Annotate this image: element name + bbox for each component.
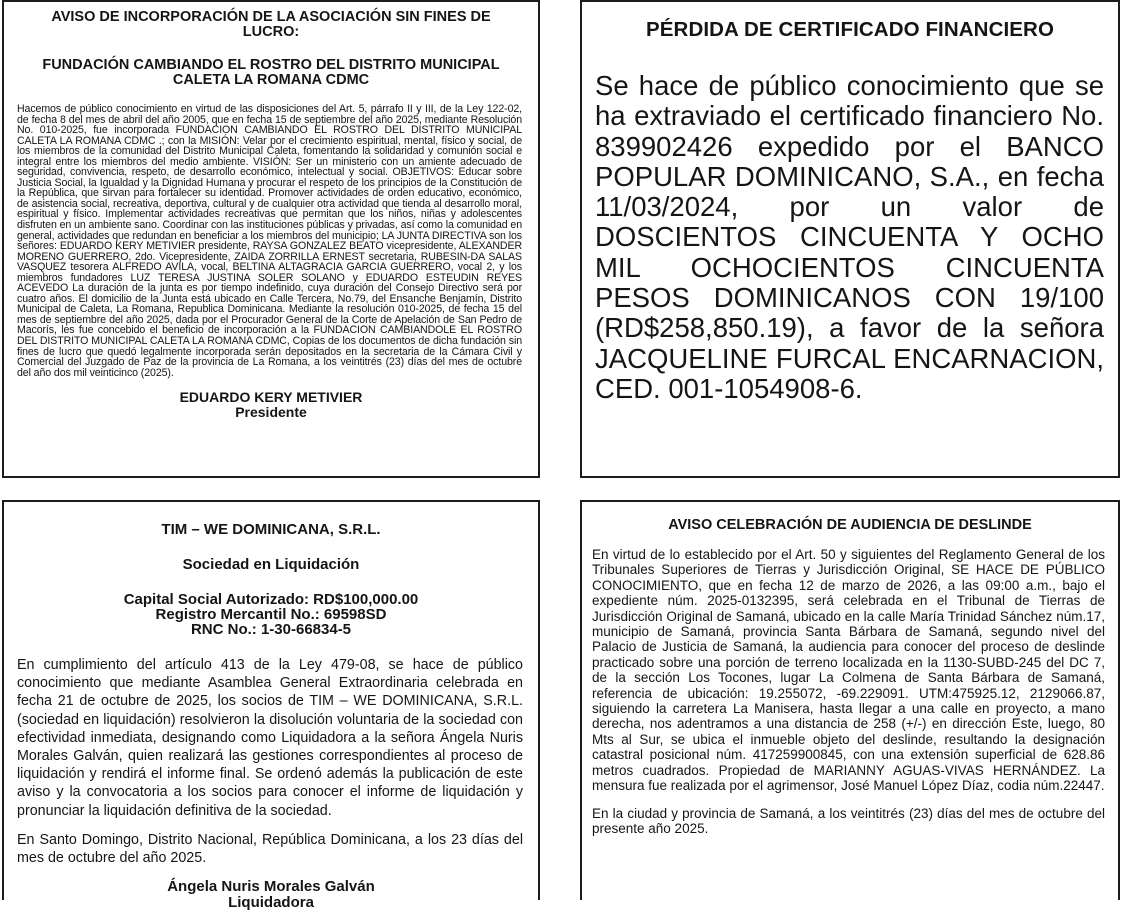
company-status: Sociedad en Liquidación [182,556,360,573]
notice-lost-certificate [580,0,1120,478]
notice-body: Hacemos de público conocimiento en virtud de las disposiciones del Art. 5, párrafo II y III, de la Ley 122-02, de fecha 8 del mes de abril del año 2005, que en fecha 15 de septiembre del año 2025, mediante Resolución No. 010-2025, fue incorporada FUNDACION CAMBIANDO EL ROSTRO DEL DISTRITO MUNICIPAL CALETA LA ROMANA CDMC .; con la MISIÓN: Velar por el crecimiento espiritual, mental, físico y social, de los miembros de la comunidad del Distrito Municipal Caleta, fomentando la solidaridad y comunión social e integral entre los miembros del medio ambiente. VISIÓN: Ser un ministerio con un amiente adecuado de seguridad, convivencia, respeto, de desarrollo económico, intelectual y social. OBJETIVOS: Educar sobre Justicia Social, la Igualdad y la Dignidad Humana y procurar el respeto de los principios de la Constitución de la República, que sirvan para fortalecer su identidad. Promover actividades de orden educativo, económico, de asistencia social, recreativa, deportiva, cultural y de cualquier otra actividad que tienda al desarrollo moral, espiritual y físico. Implementar actividades recreativas que permitan que los niños, niñas y adolescentes disfruten en un ambiente sano. Coordinar con las instituciones públicas y privadas, así como la comunidad en general, actividades que redundan en beneficiar a los miembros del municipio; LA JUNTA DIRECTIVA son los señores: EDUARDO KERY METIVIER presidente, RAYSA GONZALEZ BEATO vicepresidente, ALEXANDER MORENO GUERRERO, 2do. Vicepresidente, ZAIDA ZORRILLA ERNEST secretaria, RUBESIN-DA SALAS VASQUEZ tesorera ALFREDO AVILA, vocal, BELTINA ALTAGRACIA GARCIA GUERRERO, vocal 2, y los miembros fundadores LUZ TERESA JUSTINA SOLER SOLANO y EDUARDO ESTEUDIN REYES ACEVEDO La duración de la junta es por tiempo indefinido, cuya duración del Consejo Directivo será por cuatro años. El domicilio de la Junta está ubicado en Calle Tercera, No.79, del Ensanche Benjamín, Distrito Municipal de Caleta, La Romana, Republica Dominicana. Mediante la resolución 010-2025, de fecha 15 del mes de septiembre del año 2025, dada por el Procurador General de la Corte de Apelación de San Pedro de Macorís, les fue concebido el beneficio de incorporación a la FUNDACION CAMBIANDOLE EL ROSTRO DEL DISTRITO MUNICIPAL CALETA LA ROMANA CDMC, Copias de los documentos de dicha fundación sin fines de lucro que quedó legalmente incorporada serán depositados en la secretaria de la Cámara Civil y Comercial del Juzgado de Paz de la provincia de La Romana, a los veintitrés (23) días del mes de octubre del año dos mil veinticinco (2025). [17,103,522,379]
notice-paragraph: En virtud de lo establecido por el Art. 50 y siguientes del Reglamento General de los Tribunales Superiores de Tierras y Jurisdicción Original, SE HACE DE PÚBLICO CONOCIMIENTO, que en fecha 12 de marzo de 2026, a las 09:00 a.m., bajo el expediente núm. 2025-0132395, será celebrada en el Tribunal de Tierras de Jurisdicción Original de Samaná, ubicado en la calle María Trinidad Sánchez núm.17, municipio de Samaná, provincia Santa Bárbara de Samaná, segundo nivel del Palacio de Justicia de Samaná, la audiencia para conocer del proceso de deslinde practicado sobre una porción de terreno localizada en la 1130-SUBD-245 del DC 7, de la sección Los Tocones, lugar La Colmena de Santa Bárbara de Samaná, referencia de ubicación: 19.255072, -69.229091. UTM:475925.12, 2129066.87, siguiendo la carretera La Manisera, hasta llegar a una calle en proyecto, a mano derecha, nos adentramos a una distancia de 258 (+/-) en dirección Este, luego, 80 Mts al Sur, se ubica el inmueble objeto del deslinde, resultando la designación catastral posicional núm. 417259900845, con una extensión superficial de 628.86 metros cuadrados. Propiedad de MARIANNY AGUAS-VIVAS HERNÁNDEZ. La mensura fue realizada por el agrimensor, José Manuel López Díaz, codia núm.22447. [592,547,1105,794]
company-capital: Capital Social Autorizado: RD$100,000.00 [123,591,419,608]
notice-title: AVISO CELEBRACIÓN DE AUDIENCIA DE DESLINDE [668,517,1032,533]
notice-title: PÉRDIDA DE CERTIFICADO FINANCIERO [646,18,1054,41]
signer-name: EDUARDO KERY METIVIER [179,389,363,406]
notice-body: Se hace de público conocimiento que se ha extraviado el certificado financiero No. 839902426 expedido por el BANCO POPULAR DOMINICANO, S.A., en fecha 11/03/2024, por un valor de DOSCIENTOS CINCUENTA Y OCHO MIL OCHOCIENTOS CINCUENTA PESOS DOMINICANOS CON 19/100 (RD$258,850.19), a favor de la señora JACQUELINE FURCAL ENCARNACION, CED. 001-1054908-6. [595,70,1104,404]
signer-name: Ángela Nuris Morales Galván [167,878,375,896]
notice-title: AVISO DE INCORPORACIÓN DE LA ASOCIACIÓN SIN FINES DE LUCRO: [51,9,491,40]
company-name: TIM – WE DOMINICANA, S.R.L. [161,521,381,538]
signer-role: Presidente [235,404,307,421]
notice-date-paragraph: En Santo Domingo, Distrito Nacional, República Dominicana, a los 23 días del mes de octubre del año 2025. [17,831,523,867]
notice-date-paragraph: En la ciudad y provincia de Samaná, a los veintitrés (23) días del mes de octubre del presente año 2025. [592,805,1105,836]
company-rnc: RNC No.: 1-30-66834-5 [190,621,352,638]
organization-name: FUNDACIÓN CAMBIANDO EL ROSTRO DEL DISTRITO MUNICIPAL CALETA LA ROMANA CDMC [42,57,500,88]
notice-paragraph: En cumplimiento del artículo 413 de la Ley 479-08, se hace de público conocimiento que mediante Asamblea General Extraordinaria celebrada en fecha 21 de octubre de 2025, los socios de TIM – WE DOMINICANA, S.R.L. (sociedad en liquidación) resolvieron la disolución voluntaria de la sociedad con efectividad inmediata, designando como Liquidadora a la señora Ángela Nuris Morales Galván, quien realizará las gestiones correspondientes al proceso de liquidación y rendirá el informe final. Se ordenó además la publicación de este aviso y la convocatoria a los socios para conocer el informe de liquidación y pronunciar la liquidación definitiva de la sociedad. [17,657,523,819]
notice-association-incorporation [2,0,540,478]
notice-company-liquidation [2,500,540,911]
signer-role: Liquidadora [228,893,314,911]
company-registry: Registro Mercantil No.: 69598SD [155,606,387,623]
notice-boundary-hearing [580,500,1120,900]
